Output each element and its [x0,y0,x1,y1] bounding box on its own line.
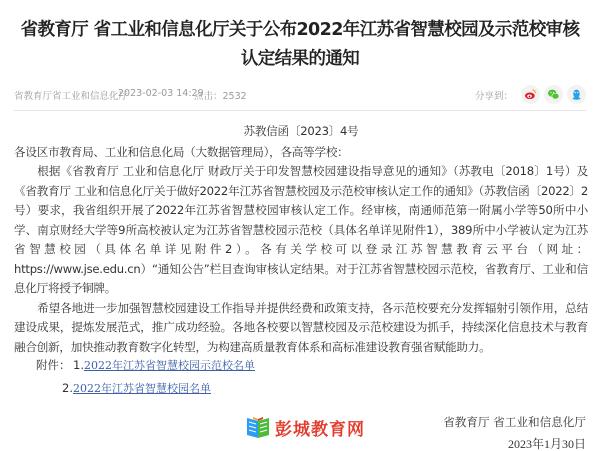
attachments [36,356,255,398]
paragraph-2: 希望各地进一步加强智慧校园建设工作指导并提供经费和政策支持，各示范校要充分发挥辐射引领作用，总结建设成果，提炼发展范式，推广成功经验。各地各校要以智慧校园及示范校建设为抓手，持续深化信息技术与教育融合创新，加快推动教育数字化转型，为构建高质量教育体系和高标准建设教育强省赋能助力。 [14,300,588,354]
paragraph-1: 根据《省教育厅 工业和信息化厅 财政厅关于印发智慧校园建设指导意见的通知》（苏教电〔2018〕1号）及《省教育厅 工业和信息化厅关于做好2022年江苏省智慧校园及示范校审核认定工作的通知》（苏教信函〔2022〕2号）要求，我省组织开展了2022年江苏省智慧校园审核认定工作。经审核，南通师范第一附属小学等50所中小学、南京财经大学等9所高校被认定为江苏省智慧校园示范校（具体名单详见附件1），389所中小学被认定为江苏省智慧校园（具体名单详见附件2）。各有关学校可以登录江苏智慧教育云平台（网址：https://www.jse.edu.cn）“通知公告”栏目查询审核认定结果。对于江苏省智慧校园示范校，省教育厅、工业和信息化厅将授予铜牌。 [14,164,588,295]
article-meta [14,85,586,105]
salutation: 各设区市教育局、工业和信息化局（大数据管理局），各高等学校： [14,144,349,159]
attachments-label: 附件： [36,358,71,372]
wechat-icon[interactable] [544,85,563,104]
attachment-item [73,356,255,375]
title-divider [14,110,586,111]
attachment-link-1[interactable]: 2022年江苏省智慧校园示范校名单 [83,359,255,372]
signature-block [443,411,586,451]
attachment-number: 1. [73,358,84,372]
site-watermark [245,414,365,440]
weibo-icon[interactable] [521,85,540,104]
signature-org: 省教育厅 省工业和信息化厅 [443,415,586,429]
attachment-number: 2. [62,381,73,395]
signature-date: 2023年1月30日 [507,437,586,451]
share-bar [475,85,586,104]
attachment-item [62,379,211,398]
qq-icon[interactable] [567,85,586,104]
article-title: 省教育厅 省工业和信息化厅关于公布2022年江苏省智慧校园及示范校审核认定结果的通知 [20,20,580,69]
article-body [14,120,588,357]
article-views: 点击：2532 [194,91,247,102]
article-source: 省教育厅省工业和信息化厅 [14,91,129,102]
share-label: 分享到： [474,90,513,102]
attachment-link-2[interactable]: 2022年江苏省智慧校园名单 [72,382,211,395]
doc-number: 苏教信函〔2023〕4号 [243,124,359,138]
book-logo-icon [245,414,271,440]
article-date: 2023-02-03 14:29 [118,88,204,99]
watermark-text: 彭城教育网 [275,419,365,440]
